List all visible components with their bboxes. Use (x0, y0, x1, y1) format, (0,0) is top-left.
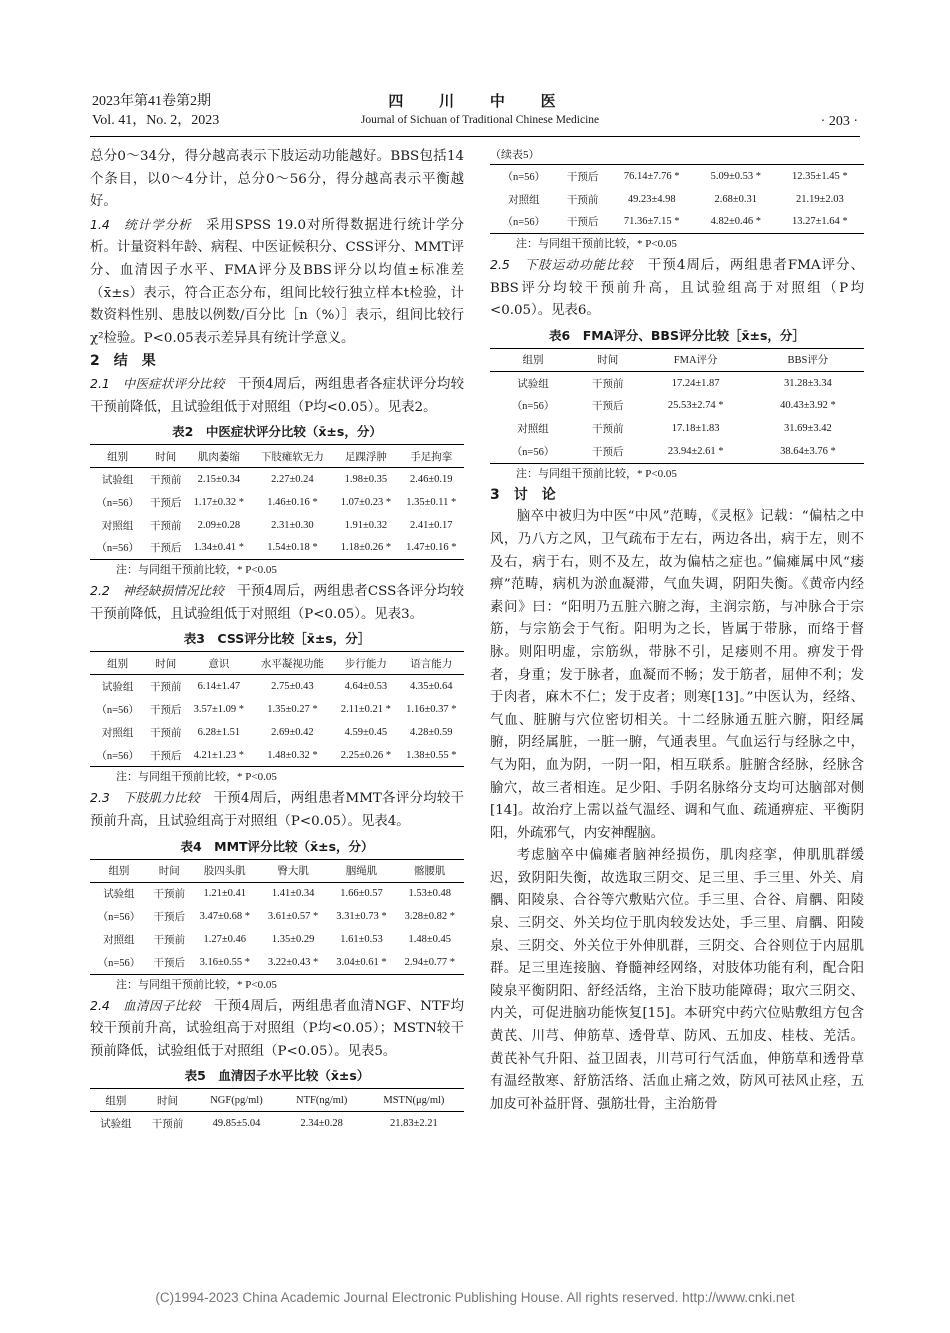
table-cell: 2.46±0.19 (410, 473, 453, 485)
table-cell: 2.41±0.17 (410, 519, 453, 531)
table-cell: 4.35±0.64 (410, 681, 453, 693)
table-cell: 试验组 (517, 378, 549, 390)
left-column (90, 146, 464, 1135)
table-cell: （n=56） (490, 165, 558, 188)
section-2-4-title: 2.4 血清因子比较 (90, 997, 201, 1013)
table-2-header: 时间 (145, 445, 186, 468)
table-cell: 1.61±0.53 (340, 934, 383, 945)
table-5-header: NTF(ng/ml) (280, 1089, 364, 1112)
table-5-continued (490, 164, 864, 234)
table-5-caption: 表5 血清因子水平比较（x̄±s） (184, 1068, 370, 1084)
table-cell: 干预前 (153, 889, 185, 901)
right-column (490, 146, 864, 1116)
table-6-note: 注：与同组干预前比较，* P<0.05 (516, 467, 677, 480)
table-cell: 2.94±0.77 * (396, 951, 464, 974)
table-4-header: 组别 (90, 859, 148, 882)
table-3-note: 注：与同组干预前比较，* P<0.05 (116, 771, 277, 784)
table-cell: 干预前 (153, 935, 185, 946)
table-cell: 1.17±0.32 * (193, 496, 245, 508)
table-row (90, 928, 464, 951)
section-2-5 (490, 254, 864, 323)
table-cell: 1.07±0.23 * (340, 496, 392, 508)
discussion-paragraph-2: 考虑脑卒中偏瘫者脑神经损伤，肌肉痉挛，伸肌肌群缓迟，致阴阳失衡，故选取三阴交、足三里、手三里、外关、肩髃、阳陵泉、合谷等穴敷贴穴位。手三里、合谷、肩髃、阳陵泉、三阴交、外关均位于肌肉较发达处，手三里、肩髃、阳陵泉、三阴交、外关位于外伸肌群，三阴交、合谷则位于内屈肌群。足三里连接脑、脊髓神经网络，对肢体功能有利，配合阳陵泉平衡阴阳、舒经活络，主治下肢功能障碍；取穴三阴交、内关，可促进脑功能恢复[15]。本研究中药穴位贴敷组方包含黄芪、川芎、伸筋草、透骨草、防风、五加皮、桂枝、羌活。黄芪补气升阳、益卫固表，川芎可行气活血，伸筋草和透骨草有温经散寒、舒筋活络、活血止痛之效，防风可祛风止痉，五加皮可补益肝肾、强筋壮骨，主治筋骨 (490, 848, 864, 1112)
table-5-header: 时间 (142, 1089, 194, 1112)
table-cell: 试验组 (101, 682, 134, 694)
section-2-4-body: 干预4周后，两组患者血清NGF、NTF均较干预前升高，试验组高于对照组（P均<0.05）；MSTN较干预前降低，试验组低于对照组（P<0.05）。见表5。 (90, 998, 464, 1059)
table-cell: 1.27±0.46 (203, 934, 247, 945)
table-cell: 干预前 (150, 727, 182, 739)
table-row (90, 675, 464, 698)
table-cell: （n=56） (97, 912, 141, 923)
table-cell: 干预后 (148, 951, 191, 974)
table-cell: （n=56） (96, 704, 139, 716)
table-5 (90, 1088, 464, 1135)
table-row (90, 537, 464, 560)
table-4-note: 注：与同组干预前比较，* P<0.05 (116, 978, 277, 991)
section-2-2-title: 2.2 神经缺损情况比较 (90, 583, 224, 599)
table-cell: 干预前 (150, 474, 182, 486)
table-cell: 1.16±0.37 * (406, 703, 457, 715)
table-cell: 13.27±1.64 * (776, 211, 864, 234)
section-1-4 (90, 214, 464, 351)
table-cell: 2.75±0.43 (271, 681, 314, 693)
table-2-header: 足踝浮肿 (333, 445, 398, 468)
table-cell: 1.41±0.34 (271, 888, 315, 900)
table-cell: 干预前 (151, 1119, 184, 1131)
table-6 (490, 348, 864, 464)
table-2-note: 注：与同组干预前比较，* P<0.05 (116, 564, 277, 577)
table-cell: 1.18±0.26 * (333, 537, 398, 560)
table-cell: 1.34±0.41 * (186, 537, 251, 560)
table-cell: 4.64±0.53 (344, 681, 388, 693)
table-cell: 3.61±0.57 * (267, 911, 319, 922)
section-1-4-title: 1.4 统计学分析 (90, 216, 192, 232)
table-row (490, 394, 864, 417)
issue-en: Vol. 41，No. 2，2023 (92, 113, 220, 128)
table-5-header: MSTN(μg/ml) (364, 1089, 464, 1112)
table-cell: 干预后 (592, 401, 624, 413)
table-cell: 干预后 (576, 440, 640, 463)
table-row (90, 905, 464, 928)
table-3-caption: 表3 CSS评分比较［x̄±s，分］ (183, 631, 371, 647)
section-2-1 (90, 373, 464, 419)
table-cell: 干预前 (150, 520, 182, 532)
table-4-header: 髂腰肌 (396, 859, 464, 882)
table-cell: 6.28±1.51 (197, 726, 241, 738)
discussion-paragraph-1: 脑卒中被归为中医“中风”范畴，《灵枢》记载：“偏枯之中风，乃八方之风，卫气疏布于左右，两边各出，病于左，则不及右，病于右，则不及左，故为偏枯之症也。”偏瘫属中风“痿痹”范畴，病机为淤血凝滞，气血失调，阴阳失衡。《黄帝内经素问》曰：“阳明乃五脏六腑之海，主润宗筋，与冲脉合于宗筋，与宗筋会于气衔。阳明为之长，皆属于带脉，而络于督脉。则阳明虚，宗筋纵，带脉不引，足痿则不用。痹发于骨者，身重；发于脉者，血凝而不畅；发于筋者，屈伸不利；发于肉者，麻木不仁；发于皮者；则寒[13]。”中医认为，经络、气血、脏腑与穴位密切相关。十二经脉通五脏六腑，阳经属腑，阴经属脏，一脏一腑，气通表里。气血运行与经脉之中，气为阳，血为阴，一阴一阳，相互联系。脏腑含经脉，经脉含腧穴，故三者相连。足少阳、手阴名脉络分支均可达脑部对侧[14]。故治疗上需以益气温经、调和气血、疏通痹症、平衡阴阳，外疏邪气，内安神醒脑。 (490, 509, 864, 841)
table-cell: 1.66±0.57 (340, 888, 383, 900)
table-cell: 1.21±0.41 (203, 888, 247, 900)
table-cell: 3.31±0.73 * (336, 911, 387, 922)
table-2-caption: 表2 中医症状评分比较（x̄±s，分） (172, 424, 382, 440)
table-cell: 12.35±1.45 * (776, 165, 864, 188)
table-row (490, 440, 864, 463)
table-row (90, 698, 464, 721)
table-4-header: 胭绳肌 (327, 859, 395, 882)
table-cell: 76.14±7.76 * (608, 165, 696, 188)
table-5-header: NGF(pg/ml) (193, 1089, 279, 1112)
table-4 (90, 859, 464, 975)
section-2-5-body: 干预4周后，两组患者FMA评分、BBS评分均较干预前升高，且试验组高于对照组（P均<0.05）。见表6。 (490, 258, 864, 319)
table-cell: 1.53±0.48 (408, 888, 452, 900)
paragraph-scores: 总分0～34分，得分越高表示下肢运动功能越好。BBS包括14个条目，以0～4分计，总分0～56分，得分越高表示平衡越好。 (90, 149, 464, 210)
table-3-header: 水平凝视功能 (252, 652, 334, 675)
section-1-4-body: 采用SPSS 19.0对所得数据进行统计学分析。计量资料年龄、病程、中医证候积分、CSS评分、MMT评分、血清因子水平、FMA评分及BBS评分以均值±标准差（x̄±s）表示，符合正态分布，组间比较行独立样本t检验，计数资料性别、患肢以例数/百分比［n（%）］表示，组间比较行χ²检验。P<0.05表示差异具有统计学意义。 (90, 217, 464, 346)
header-rule (90, 136, 860, 137)
table-5-note: 注：与同组干预前比较，* P<0.05 (516, 238, 677, 250)
table-row (90, 1112, 464, 1135)
table-cell: 4.82±0.46 * (696, 211, 776, 234)
table-2 (90, 444, 464, 560)
table-6-header: BBS评分 (752, 348, 864, 371)
page-number: · 203 · (820, 114, 858, 129)
table-cell: 1.38±0.55 * (399, 744, 464, 767)
table-cell: 4.28±0.59 (410, 726, 453, 738)
table-row (490, 211, 864, 234)
table-cell: 40.43±3.92 * (780, 400, 836, 412)
table-row (90, 882, 464, 905)
table-2-header: 肌肉萎缩 (186, 445, 251, 468)
table-row (490, 417, 864, 440)
table-cell: 2.69±0.42 (271, 726, 314, 738)
table-cell: 干预后 (558, 165, 608, 188)
table-cell: 干预后 (145, 744, 186, 767)
table-cell: 17.24±1.87 (671, 377, 720, 389)
table-cell: 31.28±3.34 (784, 377, 832, 389)
section-2-2-body: 干预4周后，两组患者CSS各评分均较干预前降低，且试验组低于对照组（P<0.05）。见表3。 (90, 584, 464, 622)
table-cell: 1.91±0.32 (344, 519, 388, 531)
table-cell: 试验组 (103, 889, 135, 901)
table-4-header: 臀大肌 (259, 859, 327, 882)
table-cell: （n=56） (490, 211, 558, 234)
table-cell: 2.68±0.31 (714, 193, 758, 205)
table-cell: 2.27±0.24 (271, 473, 314, 485)
table-cell: 38.64±3.76 * (752, 440, 864, 463)
table-row (90, 468, 464, 491)
table-cell: （n=56） (90, 537, 145, 560)
table-cell: 干预后 (153, 912, 185, 923)
section-2-1-body: 干预4周后，两组患者各症状评分均较干预前降低，且试验组低于对照组（P均<0.05）。见表2。 (90, 376, 464, 415)
table-row (90, 951, 464, 974)
running-header-center (300, 92, 660, 129)
table-cell: 3.16±0.55 * (191, 951, 259, 974)
table-cell: 1.48±0.45 (408, 934, 452, 945)
table-cell: 2.31±0.30 (271, 519, 314, 531)
table-cell: 试验组 (100, 1119, 132, 1131)
table-cell: （n=56） (96, 497, 139, 509)
table-cell: 3.57±1.09 * (193, 703, 245, 715)
table-cell: 3.28±0.82 * (404, 911, 455, 922)
table-cell: 干预后 (150, 704, 182, 716)
table-cell: 对照组 (101, 727, 134, 739)
table-cell: 1.98±0.35 (344, 473, 388, 485)
table-cell: 49.85±5.04 (212, 1118, 261, 1130)
table-cell: 对照组 (517, 424, 549, 436)
table-cell: 3.04±0.61 * (327, 951, 395, 974)
section-2-4 (90, 995, 464, 1064)
table-row (490, 165, 864, 188)
section-2-3 (90, 787, 464, 833)
table-cell: 1.46±0.16 * (267, 496, 318, 508)
table-cell: 49.23±4.98 (627, 193, 676, 205)
table-cell: 1.47±0.16 * (399, 537, 464, 560)
table-cell: 干预后 (558, 211, 608, 234)
table-5-header: 组别 (90, 1089, 142, 1112)
table-cell: 71.36±7.15 * (608, 211, 696, 234)
table-2-header: 下肢瘫软无力 (252, 445, 334, 468)
copyright-footer: (C)1994-2023 China Academic Journal Electronic Publishing House. All rights reserved. http://www.cnki.net (155, 1290, 795, 1305)
table-row (90, 744, 464, 767)
issue-cn: 2023年第41卷第2期 (92, 94, 211, 109)
table-cell: 21.83±2.21 (390, 1118, 438, 1130)
table-cell: 1.54±0.18 * (252, 537, 334, 560)
table-cell: 干预后 (145, 537, 186, 560)
table-cell: 干预前 (566, 194, 599, 206)
table-2-header: 手足拘挛 (399, 445, 464, 468)
table-4-caption: 表4 MMT评分比较（x̄±s，分） (180, 838, 374, 854)
table-3-header: 语言能力 (399, 652, 464, 675)
table-3-header: 步行能力 (333, 652, 398, 675)
table-cell: 干预前 (150, 682, 182, 694)
table-6-caption: 表6 FMA评分、BBS评分比较［x̄±s，分］ (549, 327, 805, 343)
table-6-header: FMA评分 (640, 348, 752, 371)
table-row (90, 514, 464, 537)
table-3-header: 组别 (90, 652, 145, 675)
table-row (490, 188, 864, 211)
table-3 (90, 651, 464, 767)
table-cell: 21.19±2.03 (795, 193, 844, 205)
table-6-header: 组别 (490, 348, 576, 371)
table-cell: 6.14±1.47 (197, 681, 241, 693)
table-4-header: 股四头肌 (191, 859, 259, 882)
table-row (90, 491, 464, 514)
table-cell: 干预前 (592, 424, 624, 436)
heading-discussion: 3 讨 论 (490, 486, 556, 503)
table-3-header: 时间 (145, 652, 186, 675)
section-2-2 (90, 580, 464, 626)
table-cell: 17.18±1.83 (671, 423, 720, 435)
table-cell: 3.47±0.68 * (199, 911, 250, 922)
section-2-3-title: 2.3 下肢肌力比较 (90, 790, 200, 806)
table-cell: 25.53±2.74 * (667, 400, 724, 412)
heading-results: 2 结 果 (90, 353, 156, 370)
table-cell: 23.94±2.61 * (640, 440, 752, 463)
table-cell: （n=56） (90, 744, 145, 767)
table-cell: （n=56） (90, 951, 148, 974)
table-cell: 2.15±0.34 (197, 473, 241, 485)
table-cell: （n=56） (490, 440, 576, 463)
table-cell: 试验组 (101, 474, 134, 486)
table-cell: 5.09±0.53 * (696, 165, 776, 188)
table-cell: （n=56） (511, 401, 555, 413)
table-cell: 3.22±0.43 * (259, 951, 327, 974)
table-row (90, 721, 464, 744)
table-2-header: 组别 (90, 445, 145, 468)
running-header-left (92, 92, 219, 130)
section-2-3-body: 干预4周后，两组患者MMT各评分均较干预前升高，且试验组高于对照组（P<0.05）。见表4。 (90, 791, 464, 829)
table-cell: 2.34±0.28 (300, 1118, 343, 1130)
table-cell: 干预后 (150, 497, 182, 509)
table-5-continued-label: （续表5） (490, 149, 540, 161)
table-cell: 1.35±0.29 (271, 934, 315, 945)
table-cell: 2.11±0.21 * (340, 703, 391, 715)
table-cell: 2.25±0.26 * (333, 744, 398, 767)
table-cell: 1.48±0.32 * (252, 744, 334, 767)
section-2-1-title: 2.1 中医症状评分比较 (90, 375, 225, 391)
table-cell: 2.09±0.28 (197, 519, 241, 531)
table-cell: 对照组 (508, 194, 540, 206)
table-4-header: 时间 (148, 859, 191, 882)
table-cell: 干预前 (592, 378, 624, 390)
table-row (490, 371, 864, 394)
section-2-5-title: 2.5 下肢运动功能比较 (490, 257, 634, 272)
table-cell: 对照组 (101, 520, 134, 532)
table-cell: 31.69±3.42 (784, 423, 832, 435)
journal-title-cn: 四 川 中 医 (388, 94, 572, 110)
table-cell: 1.35±0.27 * (267, 703, 318, 715)
table-cell: 4.59±0.45 (344, 726, 388, 738)
table-6-header: 时间 (576, 348, 640, 371)
table-cell: 4.21±1.23 * (186, 744, 251, 767)
table-3-header: 意识 (186, 652, 251, 675)
journal-title-en: Journal of Sichuan of Traditional Chinese Medicine (360, 114, 600, 126)
table-cell: 对照组 (103, 935, 135, 946)
table-cell: 1.35±0.11 * (406, 496, 457, 508)
